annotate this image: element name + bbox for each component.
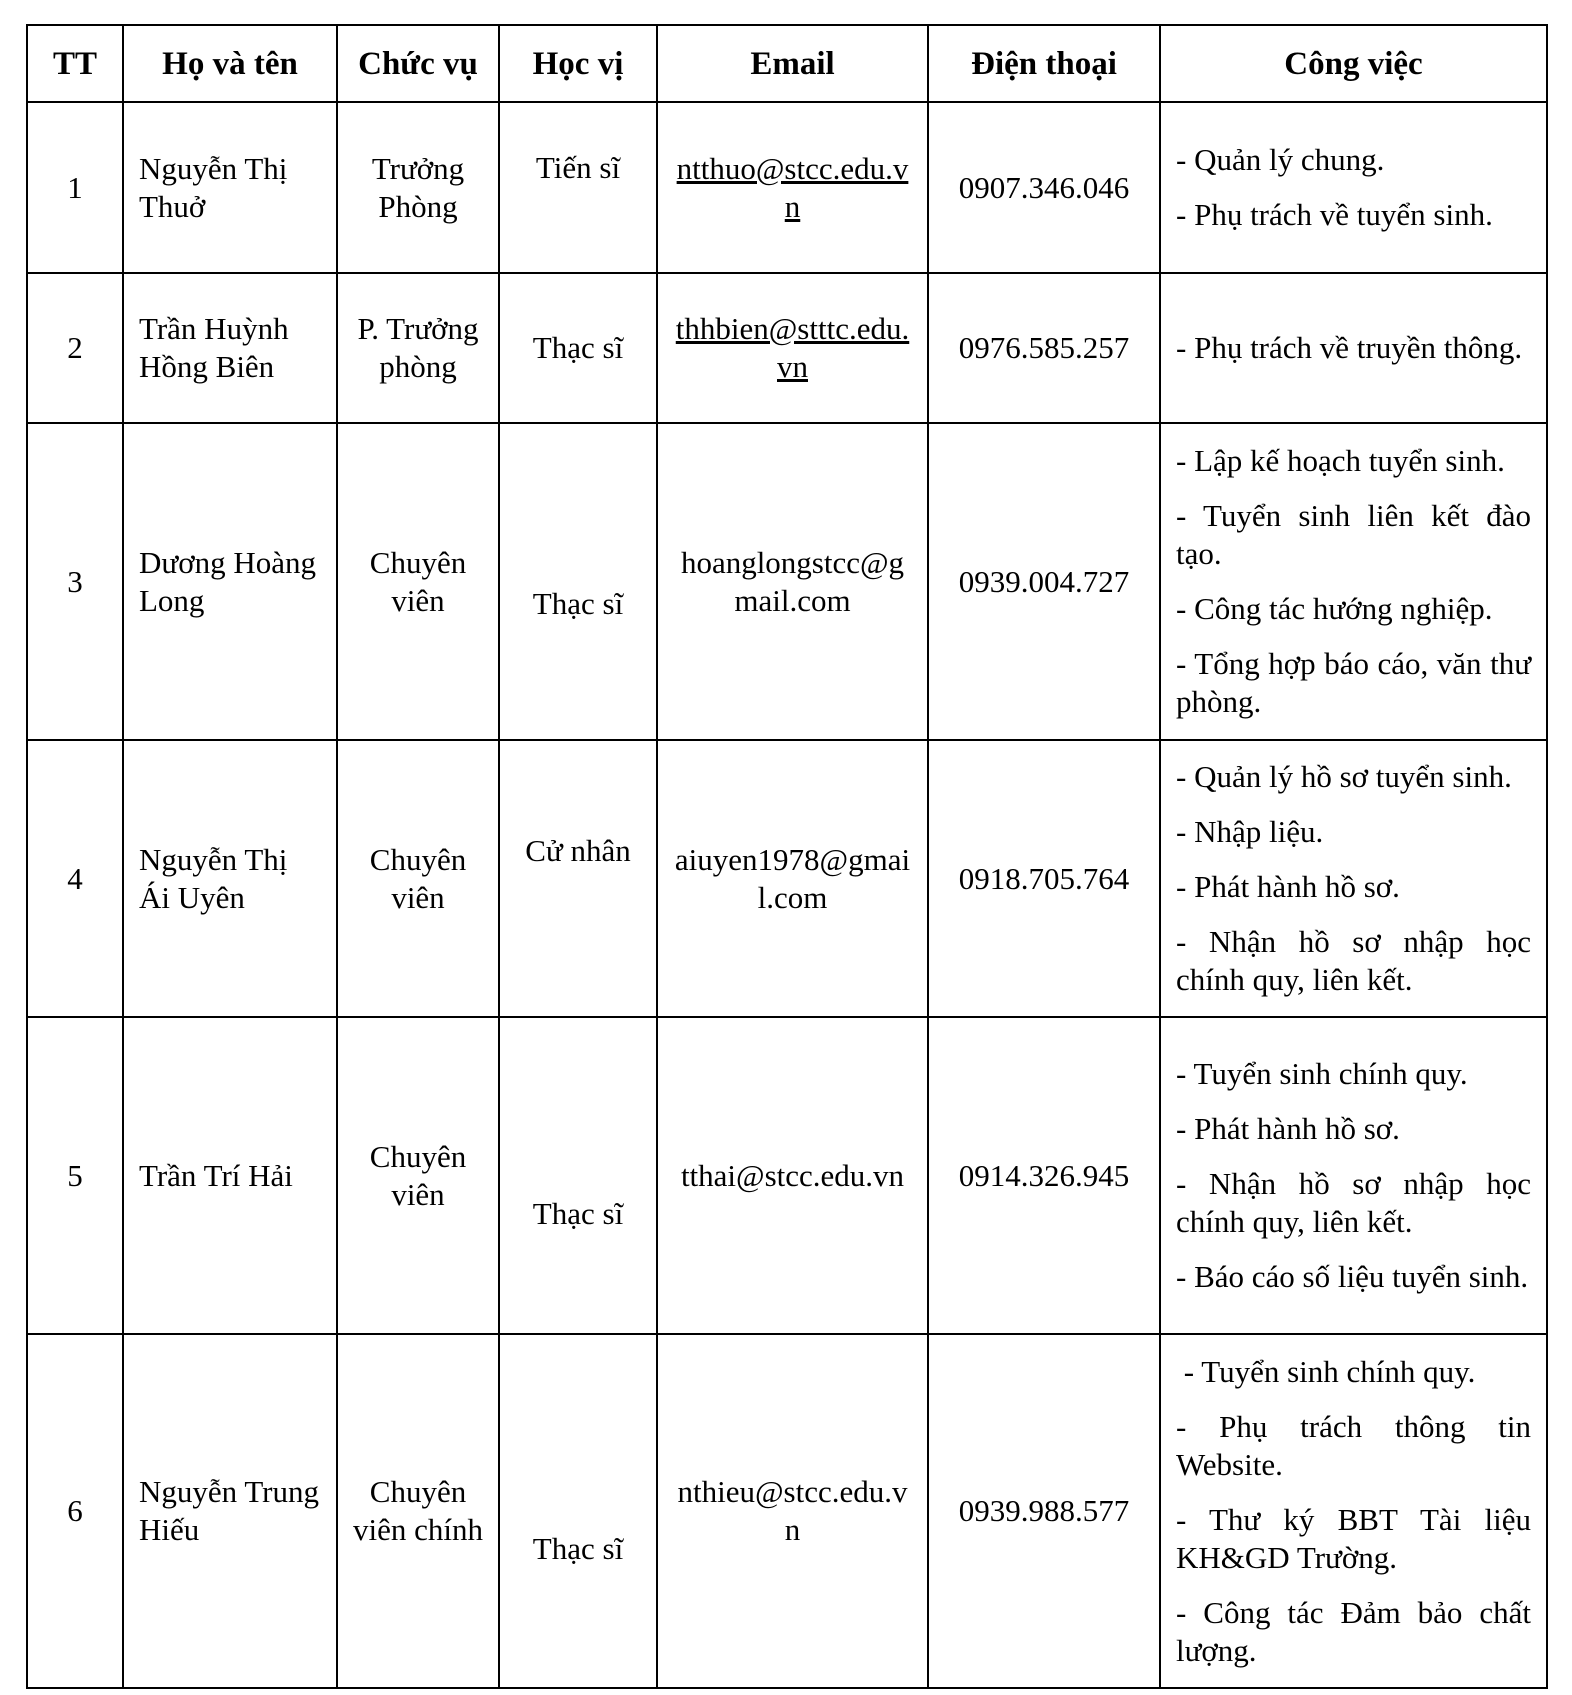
staff-tasks [1160, 102, 1547, 273]
task-item: - Quản lý hồ sơ tuyển sinh. [1176, 759, 1512, 794]
staff-degree-text: Thạc sĩ [532, 585, 624, 621]
staff-phone: 0914.326.945 [928, 1017, 1160, 1334]
table-row [27, 1017, 1547, 1334]
email-text: aiuyen1978@gmail.com [674, 841, 911, 915]
staff-tasks [1160, 1334, 1547, 1688]
header-name: Họ và tên [123, 25, 337, 102]
staff-degree-text: Thạc sĩ [532, 1195, 624, 1231]
table-header [27, 25, 1547, 102]
table-row [27, 1334, 1547, 1688]
task-item: - Quản lý chung. [1176, 142, 1385, 177]
row-number: 5 [27, 1017, 123, 1334]
staff-degree-text: Thạc sĩ [532, 1531, 624, 1566]
row-number: 1 [27, 102, 123, 273]
staff-email-cell [657, 102, 928, 273]
staff-degree-text: Tiến sĩ [535, 149, 621, 185]
task-item: - Tổng hợp báo cáo, văn thư phòng. [1176, 646, 1539, 719]
email-text: nthieu@stcc.edu.vn [677, 1474, 908, 1547]
staff-degree [499, 102, 657, 273]
staff-phone: 0976.585.257 [928, 273, 1160, 423]
task-item: - Công tác hướng nghiệp. [1176, 591, 1493, 626]
staff-position: Trưởng Phòng [337, 102, 499, 273]
header-tt: TT [27, 25, 123, 102]
staff-tasks [1160, 273, 1547, 423]
staff-email-cell [657, 1017, 928, 1334]
task-item: - Công tác Đảm bảo chất lượng. [1176, 1594, 1539, 1668]
table-row [27, 740, 1547, 1017]
staff-name: Dương Hoàng Long [123, 423, 337, 740]
task-item: - Phụ trách về tuyển sinh. [1176, 197, 1493, 232]
task-item: - Thư ký BBT Tài liệu KH&GD Trường. [1176, 1501, 1539, 1575]
table-row [27, 273, 1547, 423]
staff-tasks [1160, 740, 1547, 1017]
staff-degree [499, 273, 657, 423]
staff-degree [499, 1334, 657, 1688]
staff-table [26, 24, 1548, 1689]
task-item: - Nhập liệu. [1176, 814, 1324, 849]
staff-name: Trần Huỳnh Hồng Biên [123, 273, 337, 423]
staff-email-cell [657, 1334, 928, 1688]
task-item: - Phát hành hồ sơ. [1176, 1111, 1400, 1146]
task-item: - Nhận hồ sơ nhập học chính quy, liên kết. [1176, 924, 1539, 997]
header-phone: Điện thoại [928, 25, 1160, 102]
staff-degree [499, 1017, 657, 1334]
staff-position: Chuyên viên [337, 740, 499, 1017]
email-link[interactable]: ntthuo@stcc.edu.vn [676, 150, 909, 224]
staff-degree-text: Cử nhân [525, 832, 631, 868]
task-item: - Tuyển sinh liên kết đào tạo. [1176, 498, 1539, 571]
staff-email-cell [657, 423, 928, 740]
row-number: 4 [27, 740, 123, 1017]
staff-phone: 0939.004.727 [928, 423, 1160, 740]
row-number: 2 [27, 273, 123, 423]
email-text: hoanglongstcc@gmail.com [680, 544, 905, 618]
staff-position: Chuyên viên [337, 423, 499, 740]
header-degree: Học vị [499, 25, 657, 102]
staff-position: P. Trưởng phòng [337, 273, 499, 423]
table-row [27, 102, 1547, 273]
table-body [27, 102, 1547, 1688]
staff-name: Nguyễn Trung Hiếu [123, 1334, 337, 1688]
staff-position: Chuyên viên chính [337, 1334, 499, 1688]
task-item: - Phát hành hồ sơ. [1176, 869, 1400, 904]
task-item: - Tuyển sinh chính quy. [1176, 1353, 1476, 1389]
staff-degree [499, 423, 657, 740]
task-item: - Phụ trách về truyền thông. [1176, 330, 1523, 365]
staff-tasks [1160, 423, 1547, 740]
email-link[interactable]: thhbien@stttc.edu.vn [675, 311, 910, 384]
task-item: - Phụ trách thông tin Website. [1176, 1408, 1539, 1482]
header-row [27, 25, 1547, 102]
staff-name: Nguyễn Thị Ái Uyên [123, 740, 337, 1017]
email-text: tthai@stcc.edu.vn [680, 1157, 905, 1193]
staff-degree-text: Thạc sĩ [532, 330, 624, 365]
row-number: 3 [27, 423, 123, 740]
task-item: - Báo cáo số liệu tuyển sinh. [1176, 1259, 1529, 1294]
staff-name: Nguyễn Thị Thuở [123, 102, 337, 273]
row-number: 6 [27, 1334, 123, 1688]
staff-name: Trần Trí Hải [123, 1017, 337, 1334]
task-item: - Nhận hồ sơ nhập học chính quy, liên kết. [1176, 1166, 1539, 1239]
header-tasks: Công việc [1160, 25, 1547, 102]
header-position: Chức vụ [337, 25, 499, 102]
staff-degree [499, 740, 657, 1017]
table-row [27, 423, 1547, 740]
header-email: Email [657, 25, 928, 102]
task-item: - Tuyển sinh chính quy. [1176, 1056, 1468, 1091]
staff-tasks [1160, 1017, 1547, 1334]
staff-phone: 0918.705.764 [928, 740, 1160, 1017]
staff-phone: 0939.988.577 [928, 1334, 1160, 1688]
staff-position: Chuyên viên [337, 1017, 499, 1334]
staff-email-cell [657, 740, 928, 1017]
task-item: - Lập kế hoạch tuyển sinh. [1176, 443, 1505, 478]
staff-phone: 0907.346.046 [928, 102, 1160, 273]
staff-email-cell [657, 273, 928, 423]
